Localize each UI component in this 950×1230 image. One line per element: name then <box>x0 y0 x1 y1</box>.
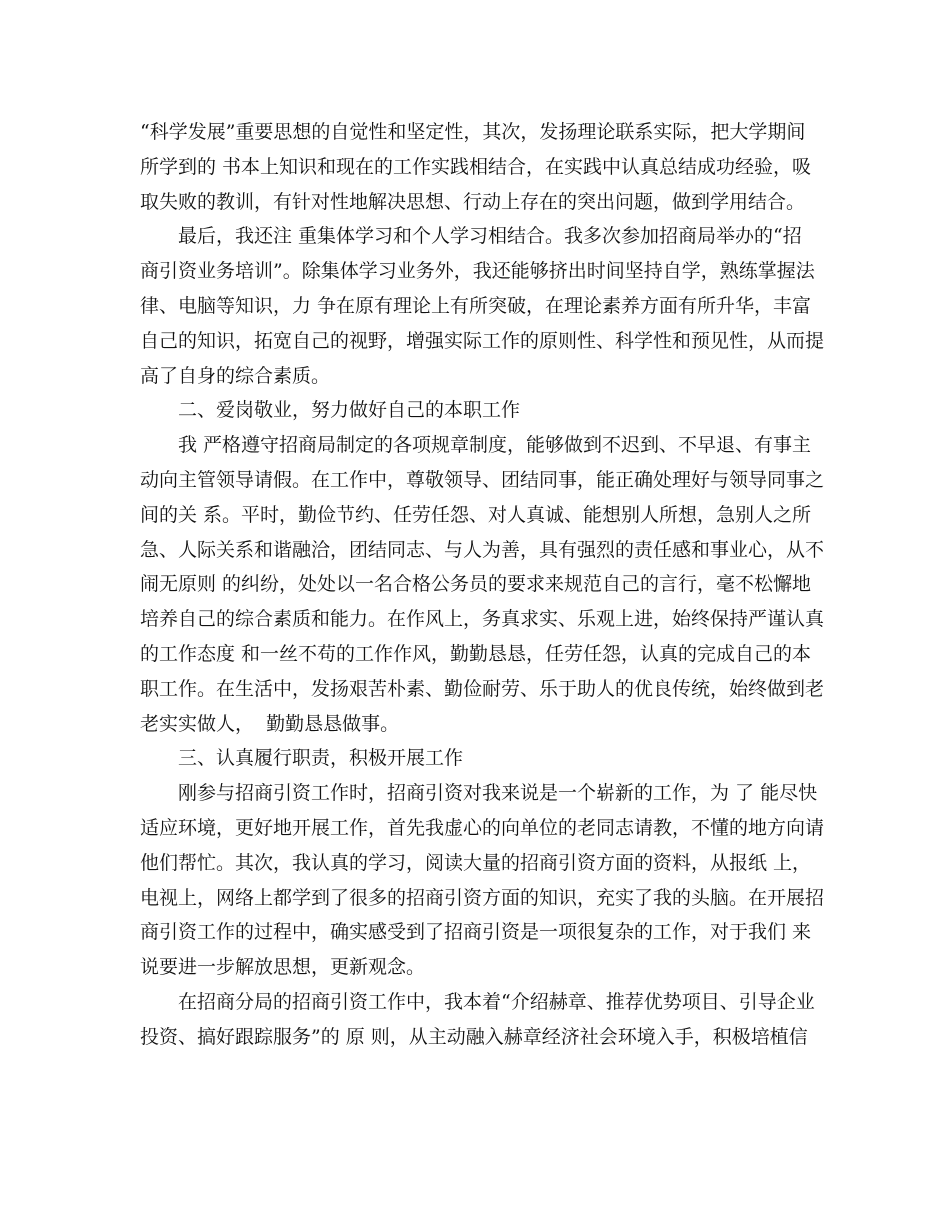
text-line: 适应环境，更好地开展工作，首先我虚心的向单位的老同志请教，不懂的地方向请 <box>140 816 825 839</box>
text-line: 我 严格遵守招商局制定的各项规章制度，能够做到不迟到、不早退、有事主 <box>178 434 812 457</box>
text-line: 间的关 系。平时，勤俭节约、任劳任怨、对人真诚、能想别人所想，急别人之所 <box>140 503 812 526</box>
text-line: 三、认真履行职责，积极开展工作 <box>178 747 464 770</box>
text-line: 培养自己的综合素质和能力。在作风上，务真求实、乐观上进，始终保持严谨认真 <box>140 608 825 631</box>
text-line: 闹无原则 的纠纷，处处以一名合格公务员的要求来规范自己的言行，毫不松懈地 <box>140 573 812 596</box>
text-line: 急、人际关系和谐融洽，团结同志、与人为善，具有强烈的责任感和事业心，从不 <box>140 538 825 561</box>
text-line: 在招商分局的招商引资工作中，我本着“介绍赫章、推荐优势项目、引导企业 <box>178 990 815 1013</box>
text-line: 商引资业务培训”。除集体学习业务外，我还能够挤出时间坚持自学，熟练掌握法 <box>140 260 815 283</box>
text-line: 取失败的教训，有针对性地解决思想、行动上存在的突出问题，做到学用结合。 <box>140 190 806 213</box>
text-line: 投资、搞好跟踪服务”的 原 则，从主动融入赫章经济社会环境入手，积极培植信 <box>140 1025 808 1048</box>
text-line: 所学到的 书本上知识和现在的工作实践相结合，在实践中认真总结成功经验，吸 <box>140 155 812 178</box>
text-line: 他们帮忙。其次，我认真的学习，阅读大量的招商引资方面的资料，从报纸 上， <box>140 851 812 874</box>
text-line: 说要进一步解放思想，更新观念。 <box>140 956 426 979</box>
text-line: 职工作。在生活中，发扬艰苦朴素、勤俭耐劳、乐于助人的优良传统，始终做到老 <box>140 677 825 700</box>
document-body <box>140 115 825 1055</box>
text-line: 自己的知识，拓宽自己的视野，增强实际工作的原则性、科学性和预见性，从而提 <box>140 329 825 352</box>
text-line: 最后，我还注 重集体学习和个人学习相结合。我多次参加招商局举办的“招 <box>178 225 802 248</box>
text-line: 老实实做人， 勤勤恳恳做事。 <box>140 712 400 735</box>
text-line: 律、电脑等知识，力 争在原有理论上有所突破，在理论素养方面有所升华，丰富 <box>140 294 812 317</box>
text-line: 二、爱岗敬业，努力做好自己的本职工作 <box>178 399 521 422</box>
text-line: 高了自身的综合素质。 <box>140 364 331 387</box>
text-line: 的工作态度 和一丝不苟的工作作风，勤勤恳恳，任劳任怨，认真的完成自己的本 <box>140 642 812 665</box>
text-line: 动向主管领导请假。在工作中，尊敬领导、团结同事，能正确处理好与领导同事之 <box>140 468 825 491</box>
text-line: 商引资工作的过程中，确实感受到了招商引资是一项很复杂的工作，对于我们 来 <box>140 921 812 944</box>
text-line: “科学发展”重要思想的自觉性和坚定性，其次，发扬理论联系实际，把大学期间 <box>140 121 806 143</box>
text-line: 电视上，网络上都学到了很多的招商引资方面的知识，充实了我的头脑。在开展招 <box>140 886 825 909</box>
text-line: 刚参与招商引资工作时，招商引资对我来说是一个崭新的工作，为 了 能尽快 <box>178 782 818 805</box>
